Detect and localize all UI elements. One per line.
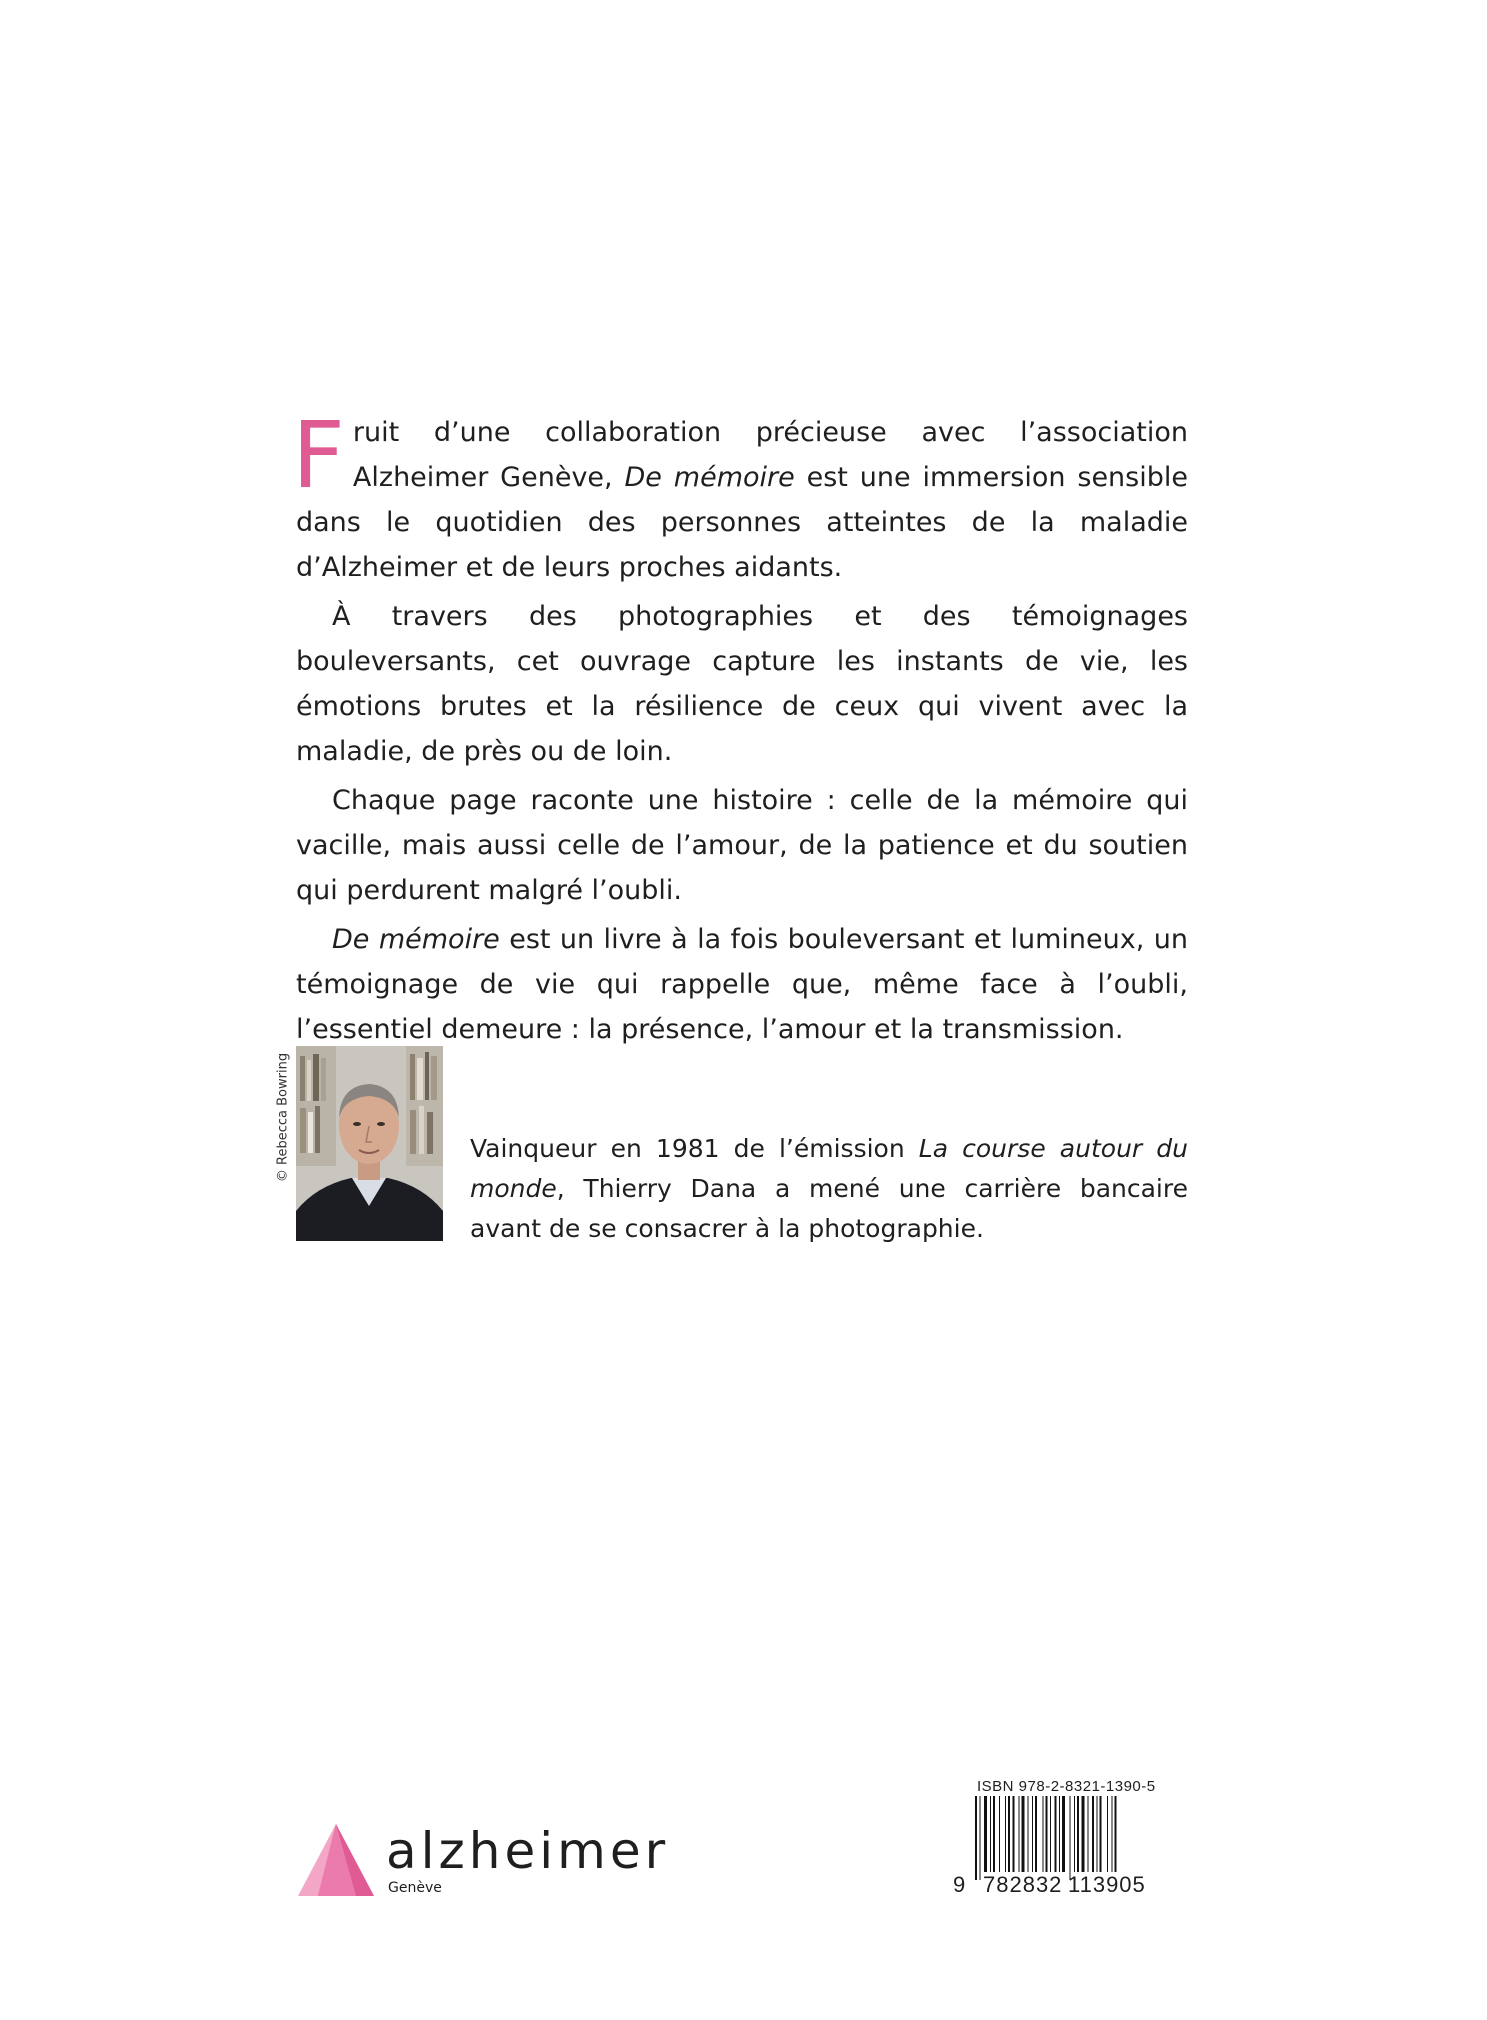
book-title-inline-2: De mémoire xyxy=(332,924,500,955)
blurb-p1-start: ruit d’une collaboration précieuse avec l’association Alzheimer Genève, xyxy=(352,417,1188,493)
barcode-bar xyxy=(1028,1796,1029,1872)
logo-wordmark: alzheimer xyxy=(386,1822,670,1880)
bio-start: Vainqueur en 1981 de l’émission xyxy=(470,1134,919,1163)
book-title-inline: De mémoire xyxy=(624,462,795,493)
barcode-bar xyxy=(1022,1796,1025,1872)
barcode-bar xyxy=(1062,1796,1065,1872)
barcode-bar xyxy=(1074,1796,1075,1872)
barcode-bar xyxy=(1107,1796,1108,1872)
barcode-bar xyxy=(980,1796,981,1880)
blurb-p1-end: est une immersion sensible dans le quotidien des personnes atteintes de la maladie d’Alzheimer et de leurs proches aidants. xyxy=(296,462,1188,583)
logo-subtitle: Genève xyxy=(388,1880,442,1896)
barcode-bar xyxy=(1097,1796,1098,1872)
barcode-bar xyxy=(1059,1796,1060,1872)
isbn-barcode xyxy=(953,1778,1168,1898)
blurb-paragraph-3: Chaque page raconte une histoire : celle de la mémoire qui vacille, mais aussi celle de l’amour, de la patience et du soutien qui perdurent malgré l’oubli. xyxy=(296,785,1188,906)
barcode-bar xyxy=(1092,1796,1094,1872)
author-photo xyxy=(296,1046,443,1241)
barcode-bar xyxy=(993,1796,995,1872)
barcode-bar xyxy=(1077,1796,1079,1872)
barcode-bar xyxy=(990,1796,991,1872)
author-bio-text xyxy=(470,1129,1188,1249)
barcode-bar xyxy=(1019,1796,1020,1872)
barcode-bar xyxy=(1112,1796,1113,1872)
blurb-paragraph-4 xyxy=(296,917,1188,1052)
barcode-bar xyxy=(1043,1796,1044,1872)
barcode-digits-left: 782832 xyxy=(983,1872,1063,1897)
barcode-bar xyxy=(1013,1796,1015,1872)
barcode-bar xyxy=(984,1796,987,1872)
barcode-digits-right: 113905 xyxy=(1068,1872,1146,1897)
blurb-paragraph-1 xyxy=(292,402,1188,590)
barcode-bar xyxy=(975,1796,977,1880)
barcode-bar xyxy=(1100,1796,1102,1872)
barcode-bar xyxy=(1088,1796,1089,1872)
drop-cap: F xyxy=(292,402,345,509)
alzheimer-geneve-logo xyxy=(296,1820,670,1900)
author-portrait-image xyxy=(296,1046,443,1241)
barcode-bar xyxy=(999,1796,1000,1872)
barcode-bar xyxy=(1032,1796,1033,1872)
isbn-label: ISBN 978-2-8321-1390-5 xyxy=(977,1778,1156,1795)
blurb-paragraph-2: À travers des photographies et des témoignages bouleversants, cet ouvrage capture les instants de vie, les émotions brutes et la résilience de ceux qui vivent avec la maladie, de près ou de loin. xyxy=(296,601,1188,767)
barcode-bar xyxy=(1035,1796,1037,1872)
tv-show-title: La course autour du monde xyxy=(470,1134,1189,1203)
back-cover-blurb xyxy=(292,402,1188,1052)
barcode-bar xyxy=(1050,1796,1051,1872)
blurb-p4-end: est un livre à la fois bouleversant et lumineux, un témoignage de vie qui rappelle que, même face à l’oubli, l’essentiel demeure : la présence, l’amour et la transmission. xyxy=(296,924,1188,1045)
barcode-bar xyxy=(1008,1796,1010,1872)
pink-triangle-icon xyxy=(296,1820,376,1900)
barcode-bar xyxy=(1055,1796,1057,1872)
photo-credit: © Rebecca Bowring xyxy=(275,1052,291,1183)
barcode-digit-first: 9 xyxy=(953,1872,967,1897)
barcode-bar xyxy=(1115,1796,1117,1872)
barcode-bar xyxy=(1046,1796,1048,1872)
bio-end: , Thierry Dana a mené une carrière bancaire avant de se consacrer à la photographie. xyxy=(470,1174,1188,1243)
author-bio xyxy=(470,1129,1188,1249)
barcode-bar xyxy=(1070,1796,1071,1880)
barcode-bar xyxy=(1082,1796,1085,1872)
barcode-bar xyxy=(1005,1796,1006,1872)
